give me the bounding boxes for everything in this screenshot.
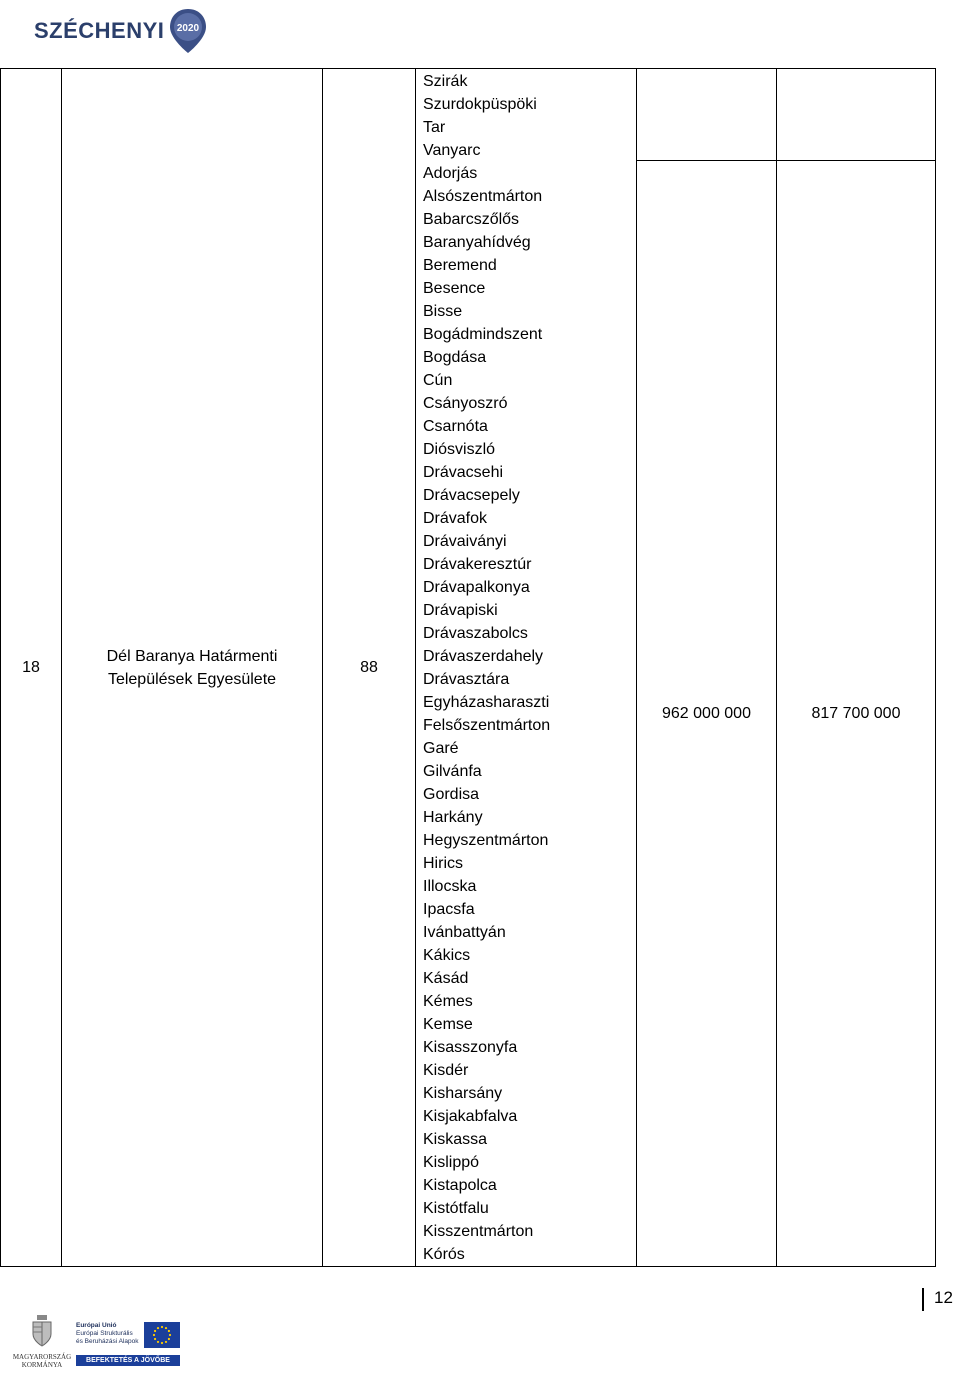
settlement-item: Bisse xyxy=(423,303,463,320)
eu-star xyxy=(153,1334,155,1336)
settlement-count-cell xyxy=(323,69,416,1267)
settlement-item: Beremend xyxy=(423,257,497,274)
settlement-item: Drávaszerdahely xyxy=(423,648,544,665)
settlement-item: Tar xyxy=(423,119,446,136)
settlement-item: Adorjás xyxy=(423,165,478,182)
settlement-item: Kisdér xyxy=(423,1062,469,1079)
settlement-item: Drávacsepely xyxy=(423,487,520,504)
settlement-item: Kistótfalu xyxy=(423,1200,489,1217)
settlement-item: Besence xyxy=(423,280,486,297)
support-amount: 817 700 000 xyxy=(811,705,901,722)
settlement-item: Hirics xyxy=(423,855,463,872)
settlement-item: Szurdokpüspöki xyxy=(423,96,537,113)
settlement-item: Ivánbattyán xyxy=(423,924,506,941)
settlement-item: Drávapiski xyxy=(423,602,498,619)
association-name-line1: Dél Baranya Határmenti xyxy=(106,647,278,665)
settlement-count: 88 xyxy=(360,659,378,676)
amount1-header-cell xyxy=(637,69,777,161)
settlement-item: Csányoszró xyxy=(423,395,508,412)
association-name-line2: Települések Egyesülete xyxy=(107,670,277,688)
row-number: 18 xyxy=(22,659,40,676)
eu-banner: BEFEKTETÉS A JÖVŐBE xyxy=(76,1355,180,1366)
settlement-item: Vanyarc xyxy=(423,142,481,159)
settlement-item: Bogdása xyxy=(423,349,487,366)
eu-flag-icon xyxy=(144,1322,180,1348)
coat-of-arms-icon xyxy=(30,1314,54,1348)
total-amount: 962 000 000 xyxy=(662,705,751,722)
settlement-item: Kisjakabfalva xyxy=(423,1108,518,1125)
settlement-item: Drávacsehi xyxy=(423,464,504,481)
eu-star xyxy=(168,1338,170,1340)
eu-line1: Európai Unió xyxy=(76,1322,117,1329)
eu-line2: Európai Strukturális xyxy=(76,1330,133,1337)
eu-star xyxy=(165,1341,167,1343)
settlement-item: Harkány xyxy=(423,809,483,826)
government-line1: MAGYARORSZÁG xyxy=(12,1353,72,1361)
settlement-item: Kislippó xyxy=(423,1154,480,1171)
settlement-item: Kémes xyxy=(423,993,473,1010)
eu-logo xyxy=(76,1320,182,1366)
government-line2: KORMÁNYA xyxy=(21,1361,63,1369)
szechenyi-logo xyxy=(34,6,208,56)
settlement-item: Csarnóta xyxy=(423,418,488,435)
page-number: 12 xyxy=(934,1288,953,1307)
settlement-item: Felsőszentmárton xyxy=(423,717,551,734)
settlement-item: Illocska xyxy=(423,878,477,895)
settlement-item: Kisszentmárton xyxy=(423,1223,534,1240)
settlement-item: Alsószentmárton xyxy=(423,188,543,205)
row-number-cell xyxy=(1,69,62,1267)
settlement-item: Drávapalkonya xyxy=(423,579,530,596)
settlement-item: Drávakeresztúr xyxy=(423,556,532,573)
settlement-item: Bogádmindszent xyxy=(423,326,543,343)
settlement-item: Szirák xyxy=(423,73,468,90)
settlement-item: Kákics xyxy=(423,947,471,964)
settlement-item: Drávafok xyxy=(423,510,488,527)
settlement-item: Drávaszabolcs xyxy=(423,625,528,642)
settlement-item: Gilvánfa xyxy=(423,763,482,780)
settlement-item: Kisasszonyfa xyxy=(423,1039,518,1056)
eu-star xyxy=(161,1326,163,1328)
settlement-item: Ipacsfa xyxy=(423,901,475,918)
settlement-item: Diósviszló xyxy=(423,441,496,458)
eu-text-block xyxy=(76,1322,139,1346)
settlement-item: Kiskassa xyxy=(423,1131,488,1148)
amount1-cell xyxy=(637,161,777,1267)
association-name-cell xyxy=(62,69,323,1267)
amount2-header-cell xyxy=(777,69,936,161)
eu-line3: és Beruházási Alapok xyxy=(76,1338,139,1345)
eu-star xyxy=(154,1338,156,1340)
settlement-list-cell xyxy=(416,69,637,1267)
location-pin-icon xyxy=(168,7,208,55)
eu-star xyxy=(157,1341,159,1343)
settlement-item: Kemse xyxy=(423,1016,473,1033)
settlement-item: Drávasztára xyxy=(423,671,510,688)
settlement-item: Baranyahídvég xyxy=(423,234,531,251)
eu-star xyxy=(157,1327,159,1329)
government-logo xyxy=(12,1314,72,1370)
eu-star xyxy=(161,1342,163,1344)
settlement-item: Drávaiványi xyxy=(423,533,507,550)
settlement-item: Hegyszentmárton xyxy=(423,832,549,849)
settlement-item: Kisharsány xyxy=(423,1085,503,1102)
page-number-divider xyxy=(922,1288,924,1311)
brand-year: 2020 xyxy=(177,23,200,34)
table-row xyxy=(1,69,936,161)
brand-text: SZÉCHENYI xyxy=(34,18,165,43)
amount2-cell xyxy=(777,161,936,1267)
settlement-item: Babarcszőlős xyxy=(423,211,520,228)
eu-star xyxy=(169,1334,171,1336)
settlement-item: Cún xyxy=(423,372,453,389)
eu-star xyxy=(168,1330,170,1332)
settlement-item: Garé xyxy=(423,740,459,757)
settlements-table xyxy=(0,68,936,1267)
settlement-item: Kásád xyxy=(423,970,469,987)
eu-star xyxy=(165,1327,167,1329)
eu-star xyxy=(154,1330,156,1332)
settlement-item: Egyházasharaszti xyxy=(423,694,550,711)
settlement-item: Kórós xyxy=(423,1246,465,1263)
settlement-list xyxy=(423,69,636,1266)
settlement-item: Kistapolca xyxy=(423,1177,497,1194)
settlement-item: Gordisa xyxy=(423,786,480,803)
